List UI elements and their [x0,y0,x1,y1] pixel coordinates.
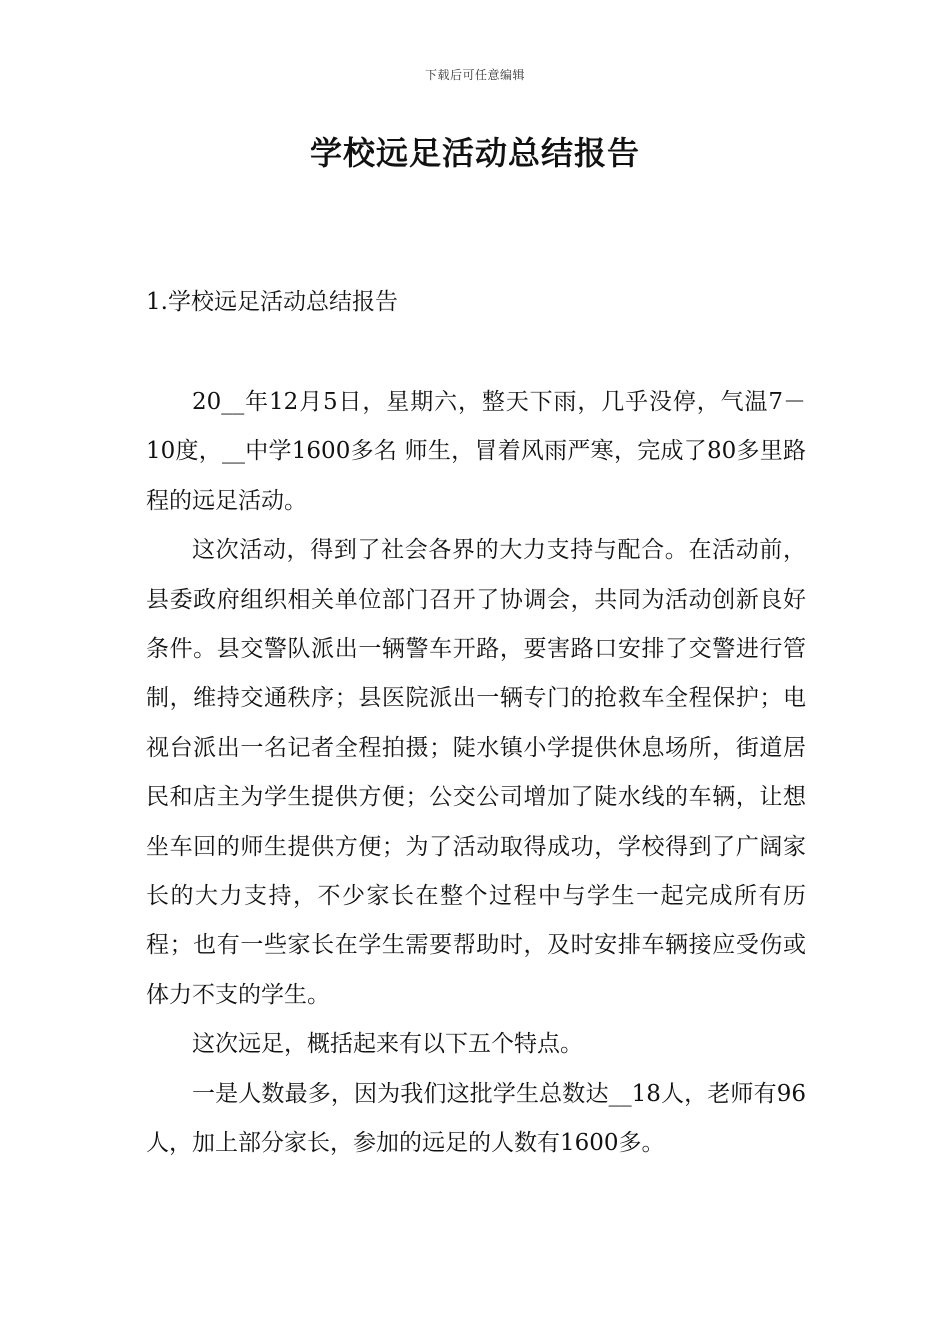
paragraph: 这次远足，概括起来有以下五个特点。 [192,1031,583,1058]
document-title: 学校远足活动总结报告 [309,134,640,172]
body-text [146,378,806,1169]
paragraph: 一是人数最多，因为我们这批学生总数达__18人，老师有96人，加上部分家长，参加的远足的人数有1600多。 [146,1080,806,1157]
paragraph: 20__年12月5日，星期六，整天下雨，几乎没停，气温7－10度，__中学1600多名 师生，冒着风雨严寒，完成了80多里路程的远足活动。 [146,389,806,514]
paragraph: 这次活动，得到了社会各界的大力支持与配合。在活动前，县委政府组织相关单位部门召开了协调会，共同为活动创新良好条件。县交警队派出一辆警车开路，要害路口安排了交警进行管制，维持交通秩序；县医院派出一辆专门的抢救车全程保护；电视台派出一名记者全程拍摄；陡水镇小学提供休息场所，街道居民和店主为学生提供方便；公交公司增加了陡水线的车辆，让想坐车回的师生提供方便；为了活动取得成功，学校得到了广阔家长的大力支持，不少家长在整个过程中与学生一起完成所有历程；也有一些家长在学生需要帮助时，及时安排车辆接应受伤或体力不支的学生。 [146,537,806,1008]
header-note: 下载后可任意编辑 [424,68,525,82]
section-heading: 1.学校远足活动总结报告 [146,289,398,315]
